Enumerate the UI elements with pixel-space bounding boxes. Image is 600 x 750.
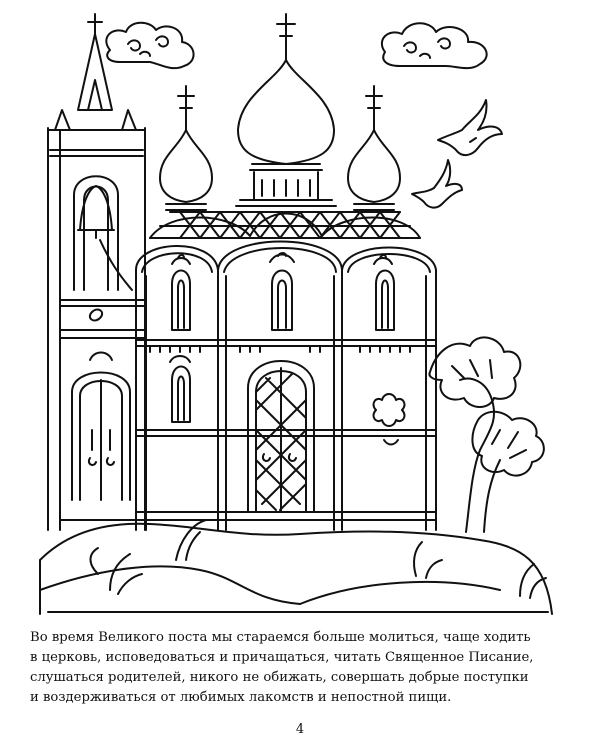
roof-band [150,212,420,238]
caption-line: Во время Великого поста мы стараемся больше молиться, чаще ходить [30,630,531,645]
cloud-left-icon [106,23,193,68]
central-dome [236,14,336,206]
right-dome [348,86,400,210]
bell-tower [48,14,145,530]
caption-line: и воздерживаться от любимых лакомств и непостной пищи. [30,690,452,705]
tree-icon [430,337,544,532]
caption-text [30,628,575,708]
caption-line: в церковь, исповедоваться и причащаться, читать Священное Писание, [30,650,534,665]
dove-icon [412,160,462,208]
ground-hills [40,520,552,614]
left-dome [160,86,212,210]
page-number: 4 [295,722,305,737]
dove-icon [438,100,502,155]
cloud-right-icon [382,23,487,68]
caption-line: слушаться родителей, никого не обижать, совершать добрые поступки [30,670,529,685]
